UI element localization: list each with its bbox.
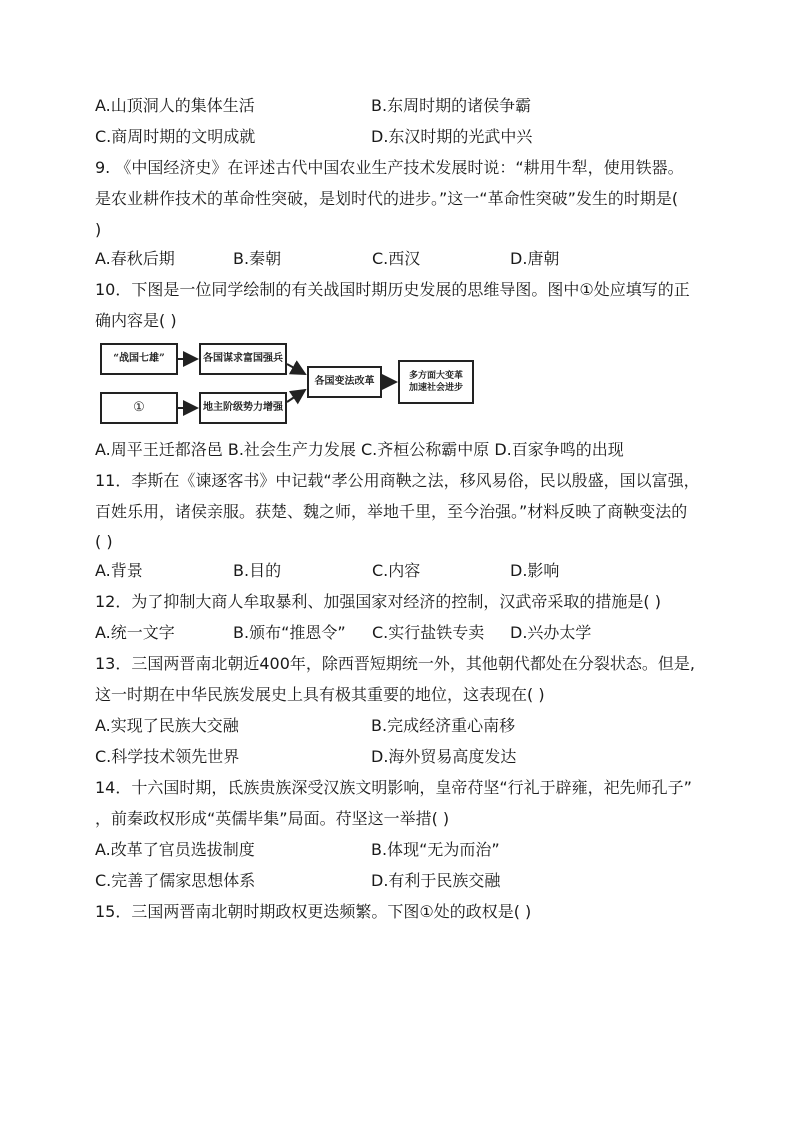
- q13-option-c: C.科学技术领先世界: [95, 747, 240, 766]
- q12-option-b: B.颁布“推恩令”: [233, 623, 346, 642]
- q8-option-c: C.商周时期的文明成就: [95, 127, 256, 146]
- q14-option-b: B.体现“无为而治”: [371, 840, 500, 859]
- q8-option-d: D.东汉时期的光武中兴: [371, 127, 533, 146]
- q13-option-d: D.海外贸易高度发达: [371, 747, 517, 766]
- q14-option-c: C.完善了儒家思想体系: [95, 871, 256, 890]
- box-great-change: [398, 360, 474, 404]
- q11-option-c: C.内容: [372, 561, 421, 580]
- q9-stem-line-3: ): [95, 220, 102, 239]
- q12-option-a: A.统一文字: [95, 623, 175, 642]
- q11-stem-line-1: 11．李斯在《谏逐客书》中记载“孝公用商鞅之法，移风易俗，民以殷盛，国以富强，: [95, 471, 700, 490]
- arrow-4: [287, 390, 305, 402]
- box-great-change-line-1: 多方面大变革: [408, 371, 463, 381]
- q11-option-a: A.背景: [95, 561, 143, 580]
- q8-option-b: B.东周时期的诸侯争霸: [371, 96, 532, 115]
- q8-option-a: A.山顶洞人的集体生活: [95, 96, 255, 115]
- q12-option-c: C.实行盐铁专卖: [372, 623, 485, 642]
- q14-stem-line-1: 14．十六国时期，氐族贵族深受汉族文明影响，皇帝苻坚“行礼于辟雍，祀先师孔子”: [95, 778, 692, 797]
- q10-stem-line-1: 10．下图是一位同学绘制的有关战国时期历史发展的思维导图。图中①处应填写的正: [95, 280, 690, 299]
- q10-stem-line-2: 确内容是( ): [95, 311, 177, 330]
- q11-option-d: D.影响: [510, 561, 560, 580]
- arrow-3: [287, 364, 305, 374]
- q9-option-b: B.秦朝: [233, 249, 282, 268]
- q14-option-d: D.有利于民族交融: [371, 871, 501, 890]
- q11-stem-line-2: 百姓乐用，诸侯亲服。获楚、魏之师，举地千里，至今治强。”材料反映了商鞅变法的: [95, 502, 688, 521]
- q9-stem-line-2: 是农业耕作技术的革命性突破，是划时代的进步。”这一“革命性突破”发生的时期是(: [95, 189, 679, 208]
- q9-stem-line-1: 9. 《中国经济史》在评述古代中国农业生产技术发展时说：“耕用牛犁，使用铁器。: [95, 158, 684, 177]
- box-seek-wealth-power: 各国谋求富国强兵: [199, 343, 287, 375]
- q13-option-b: B.完成经济重心南移: [371, 716, 516, 735]
- q14-stem-line-2: ，前秦政权形成“英儒毕集”局面。苻坚这一举措( ): [95, 809, 450, 828]
- q9-option-a: A.春秋后期: [95, 249, 175, 268]
- q13-stem-line-2: 这一时期在中华民族发展史上具有极其重要的地位，这表现在( ): [95, 685, 545, 704]
- q10-options: A.周平王迁都洛邑 B.社会生产力发展 C.齐桓公称霸中原 D.百家争鸣的出现: [95, 440, 624, 459]
- q12-stem: 12．为了抑制大商人牟取暴利、加强国家对经济的控制，汉武帝采取的措施是( ): [95, 592, 661, 611]
- box-seven-warring-states: “战国七雄”: [100, 343, 178, 375]
- q13-stem-line-1: 13．三国两晋南北朝近400年，除西晋短期统一外，其他朝代都处在分裂状态。但是,: [95, 654, 695, 673]
- box-landlord-class: 地主阶级势力增强: [199, 392, 287, 424]
- q13-option-a: A.实现了民族大交融: [95, 716, 239, 735]
- q11-stem-line-3: ( ): [95, 532, 113, 551]
- q12-option-d: D.兴办太学: [510, 623, 592, 642]
- box-reform: 各国变法改革: [307, 366, 382, 398]
- q10-mind-map: [100, 340, 476, 432]
- box-great-change-line-2: 加速社会进步: [408, 383, 463, 393]
- q9-option-d: D.唐朝: [510, 249, 560, 268]
- q14-option-a: A.改革了官员选拔制度: [95, 840, 255, 859]
- q11-option-b: B.目的: [233, 561, 282, 580]
- q15-stem: 15．三国两晋南北朝时期政权更迭频繁。下图①处的政权是( ): [95, 902, 532, 921]
- box-blank-1: ①: [100, 392, 178, 424]
- q9-option-c: C.西汉: [372, 249, 421, 268]
